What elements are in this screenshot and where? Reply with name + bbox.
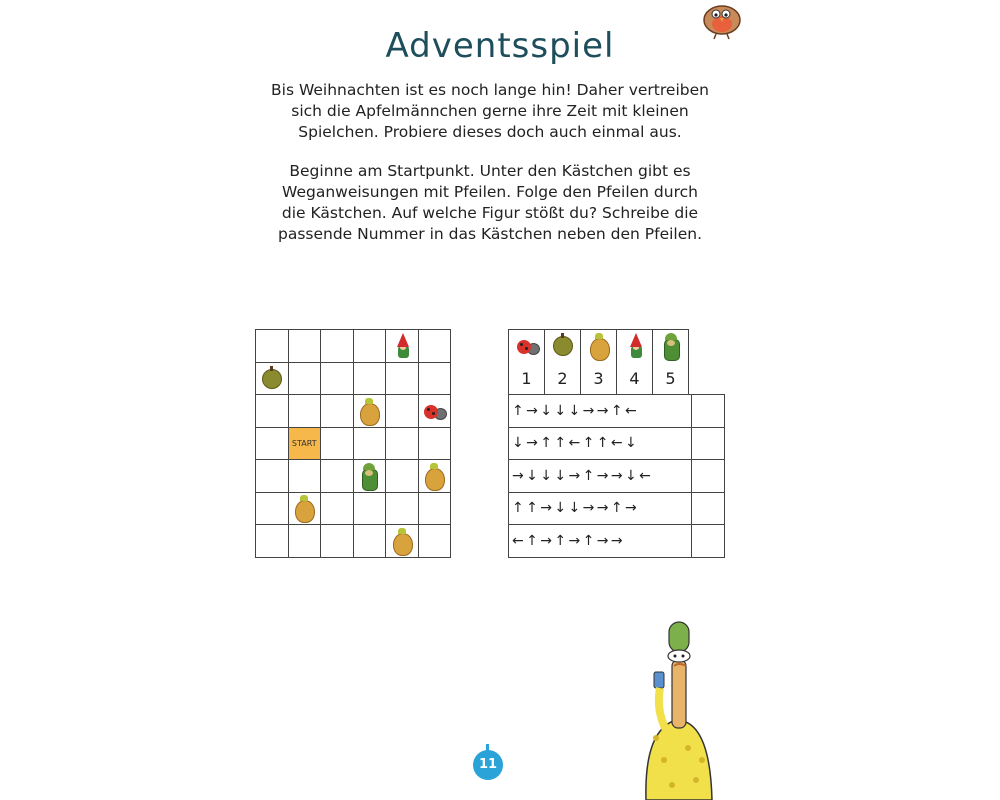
arrow-sequence: →↓↓↓→↑→→↓← [509, 460, 692, 493]
intro-line: sich die Apfelmännchen gerne ihre Zeit mit kleinen [291, 102, 689, 120]
ladybug-figure-icon [424, 405, 444, 419]
legend-number: 5 [653, 362, 689, 395]
grid-cell [386, 362, 419, 395]
grid-cell [353, 525, 386, 558]
grid-cell [256, 330, 289, 363]
answer-box[interactable] [692, 427, 725, 460]
pear-figure-icon [425, 463, 443, 489]
legend-figure-cell [545, 330, 581, 363]
pear-figure-icon [393, 528, 411, 554]
game-grid [255, 329, 451, 558]
intro-line: Beginne am Startpunkt. Unter den Kästchen gibt es [289, 162, 691, 180]
grid-cell [256, 492, 289, 525]
grid-cell [418, 492, 451, 525]
intro-line: passende Nummer in das Kästchen neben den Pfeilen. [277, 225, 703, 243]
gnome-figure-icon [630, 333, 640, 359]
grid-cell [321, 395, 354, 428]
answer-box[interactable] [692, 395, 725, 428]
robin-illustration [696, 0, 746, 40]
grid-row [256, 427, 451, 460]
intro-line: Spielchen. Probiere dieses doch auch einmal aus. [298, 123, 682, 141]
grid-cell [256, 395, 289, 428]
grid-row [256, 460, 451, 493]
grid-cell [418, 460, 451, 493]
grid-cell [321, 525, 354, 558]
arrow-row [509, 395, 725, 428]
grid-row [256, 525, 451, 558]
pear-figure-icon [360, 398, 378, 424]
intro-paragraph-1 [240, 80, 740, 143]
legend-figure-cell [581, 330, 617, 363]
grid-cell [288, 460, 321, 493]
grid-cell [386, 395, 419, 428]
pear-figure-icon [295, 495, 313, 521]
grid-cell [321, 362, 354, 395]
arrow-sequence: ↑↑→↓↓→→↑→ [509, 492, 692, 525]
arrow-instructions-table [508, 394, 725, 558]
grid-cell [386, 427, 419, 460]
legend-number: 4 [617, 362, 653, 395]
gherkin-figure-icon [361, 463, 377, 489]
intro-text [240, 80, 740, 263]
apple-figure-icon [553, 336, 573, 356]
grid-cell [321, 427, 354, 460]
grid-cell [386, 460, 419, 493]
legend-number: 1 [509, 362, 545, 395]
grid-cell [353, 395, 386, 428]
grid-cell [321, 492, 354, 525]
arrow-row [509, 525, 725, 558]
intro-line: Weganweisungen mit Pfeilen. Folge den Pfeilen durch [282, 183, 698, 201]
intro-line: Bis Weihnachten ist es noch lange hin! Daher vertreiben [271, 81, 709, 99]
arrow-row [509, 460, 725, 493]
gherkin-figure-icon [663, 333, 679, 359]
arrow-row [509, 427, 725, 460]
grid-row [256, 330, 451, 363]
intro-paragraph-2 [240, 161, 740, 245]
answer-box[interactable] [692, 460, 725, 493]
grid-cell [418, 427, 451, 460]
grid-cell [353, 362, 386, 395]
grid-cell [418, 330, 451, 363]
ladybug-figure-icon [517, 340, 537, 354]
grid-cell [288, 492, 321, 525]
intro-line: die Kästchen. Auf welche Figur stößt du? Schreibe die [281, 204, 699, 222]
arrow-sequence: ↑→↓↓↓→→↑← [509, 395, 692, 428]
grid-cell [418, 395, 451, 428]
grid-row [256, 362, 451, 395]
grid-cell [288, 362, 321, 395]
grid-cell [386, 492, 419, 525]
figure-legend [508, 329, 689, 395]
grid-cell [321, 330, 354, 363]
gnome-figure-icon [397, 333, 407, 359]
legend-figure-cell [509, 330, 545, 363]
grid-cell [288, 395, 321, 428]
grid-cell [386, 330, 419, 363]
pear-figure-icon [590, 333, 608, 359]
grid-cell [256, 525, 289, 558]
grid-cell [256, 460, 289, 493]
answer-box[interactable] [692, 525, 725, 558]
grid-cell [353, 330, 386, 363]
legend-figure-cell [653, 330, 689, 363]
legend-number: 2 [545, 362, 581, 395]
legend-number: 3 [581, 362, 617, 395]
grid-cell [386, 525, 419, 558]
grid-row [256, 395, 451, 428]
gherkin-man-illustration [636, 620, 720, 800]
page-title: Adventsspiel [385, 26, 615, 66]
grid-cell [288, 330, 321, 363]
grid-cell [353, 427, 386, 460]
start-cell: START [288, 427, 321, 460]
apple-figure-icon [262, 369, 282, 389]
grid-cell [321, 460, 354, 493]
legend-figure-cell [617, 330, 653, 363]
arrow-sequence: ←↑→↑→↑→→ [509, 525, 692, 558]
grid-cell [418, 525, 451, 558]
grid-cell [353, 460, 386, 493]
arrow-row [509, 492, 725, 525]
grid-cell [418, 362, 451, 395]
grid-cell [353, 492, 386, 525]
answer-box[interactable] [692, 492, 725, 525]
grid-row [256, 492, 451, 525]
arrow-sequence: ↓→↑↑←↑↑←↓ [509, 427, 692, 460]
page-number-badge: 11 [473, 750, 503, 780]
grid-cell [256, 427, 289, 460]
grid-cell [288, 525, 321, 558]
grid-cell [256, 362, 289, 395]
